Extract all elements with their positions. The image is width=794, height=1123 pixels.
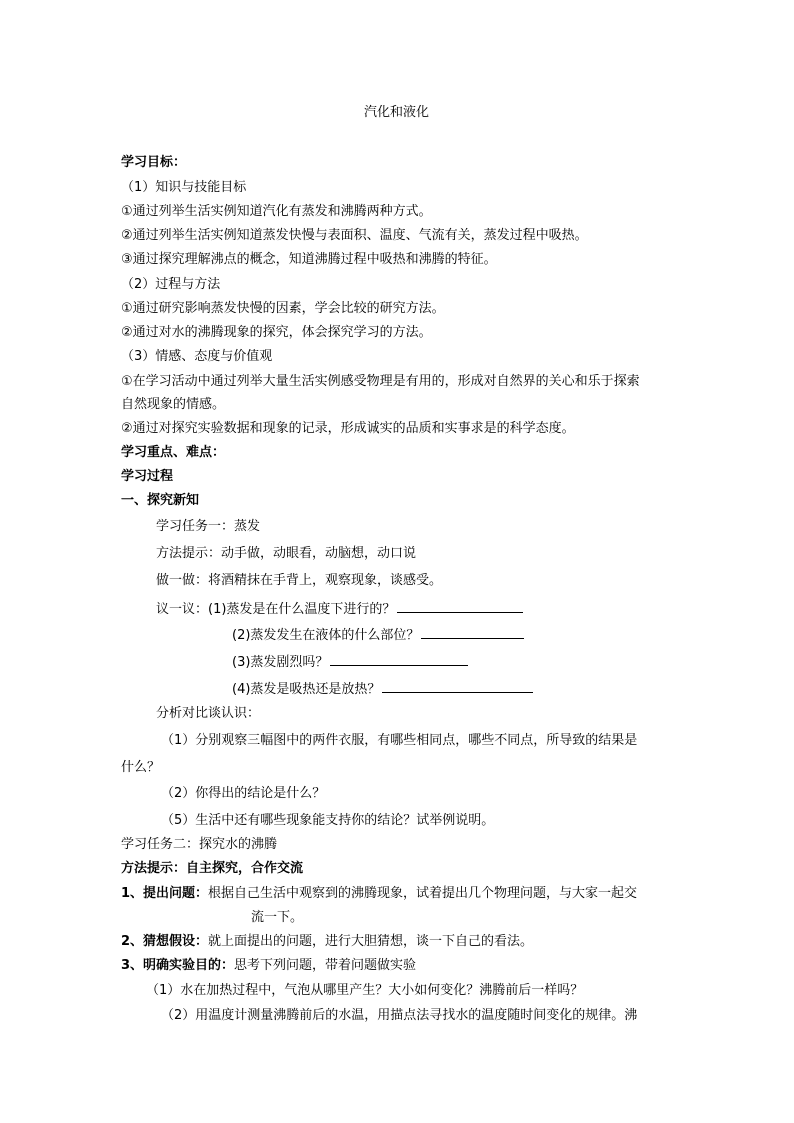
step-2 [121,934,533,950]
answer-blank[interactable] [397,600,523,613]
section-heading: 一、探究新知 [121,493,200,508]
step-text: 根据自己生活中观察到的沸腾现象，试着提出几个物理问题，与大家一起交 [208,886,638,901]
discuss-line [232,626,524,644]
page-title: 汽化和液化 [364,105,430,120]
objective-3-item-continued: 自然现象的情感。 [121,397,226,412]
step-3-question: （1）水在加热过程中，气泡从哪里产生？大小如何变化？沸腾前后一样吗？ [146,983,584,998]
step-label: 3、明确实验目的： [121,958,235,973]
answer-blank[interactable] [421,626,524,639]
analyze-question: （5）生活中还有哪些现象能支持你的结论？试举例说明。 [161,813,495,828]
task-2: 学习任务二：探究水的沸腾 [121,837,278,852]
discuss-question: (4)蒸发是吸热还是放热？ [232,682,381,697]
keypoints-heading: 学习重点、难点： [121,445,226,460]
discuss-label: 议一议： [156,602,209,617]
step-label: 2、猜想假设： [121,934,209,949]
step-label: 1、提出问题： [121,886,209,901]
objective-3-heading: （3）情感、态度与价值观 [121,349,273,364]
discuss-question: (1)蒸发是在什么温度下进行的？ [208,602,396,617]
activity-do: 做一做：将酒精抹在手背上，观察现象，谈感受。 [156,573,443,588]
objective-2-item: ①通过研究影响蒸发快慢的因素，学会比较的研究方法。 [121,301,445,316]
objective-2-item: ②通过对水的沸腾现象的探究，体会探究学习的方法。 [121,325,432,340]
discuss-line [156,600,523,618]
analyze-heading: 分析对比谈认识： [156,706,261,721]
discuss-question: (3)蒸发剧烈吗？ [232,655,329,670]
task-1: 学习任务一：蒸发 [156,519,261,534]
discuss-question: (2)蒸发发生在液体的什么部位？ [232,628,420,643]
answer-blank[interactable] [382,680,533,693]
objective-1-heading: （1）知识与技能目标 [121,180,247,195]
step-text: 思考下列问题，带着问题做实验 [234,958,417,973]
analyze-question-continued: 什么？ [121,760,161,775]
objective-1-item: ①通过列举生活实例知道汽化有蒸发和沸腾两种方式。 [121,204,432,219]
method-hint-2: 方法提示：自主探究，合作交流 [121,861,304,876]
step-text: 就上面提出的问题，进行大胆猜想，谈一下自己的看法。 [208,934,534,949]
discuss-line [232,653,468,671]
analyze-question: （2）你得出的结论是什么？ [161,786,326,801]
objective-2-heading: （2）过程与方法 [121,277,221,292]
objective-3-item: ②通过对探究实验数据和现象的记录，形成诚实的品质和实事求是的科学态度。 [121,421,575,436]
answer-blank[interactable] [330,653,468,666]
objective-1-item: ③通过探究理解沸点的概念，知道沸腾过程中吸热和沸腾的特征。 [121,252,497,267]
step-1 [121,886,637,902]
process-heading: 学习过程 [121,469,174,484]
discuss-line [232,680,533,698]
objective-1-item: ②通过列举生活实例知道蒸发快慢与表面积、温度、气流有关，蒸发过程中吸热。 [121,228,588,243]
step-1-continued: 流一下。 [251,910,304,925]
objectives-heading: 学习目标： [121,155,187,170]
step-3 [121,958,416,974]
method-hint-1: 方法提示：动手做，动眼看，动脑想，动口说 [156,546,417,561]
objective-3-item: ①在学习活动中通过列举大量生活实例感受物理是有用的，形成对自然界的关心和乐于探索 [121,374,640,389]
analyze-question: （1）分别观察三幅图中的两件衣服，有哪些相同点，哪些不同点，所导致的结果是 [161,733,638,748]
step-3-question: （2）用温度计测量沸腾前后的水温，用描点法寻找水的温度随时间变化的规律。沸 [161,1008,638,1023]
